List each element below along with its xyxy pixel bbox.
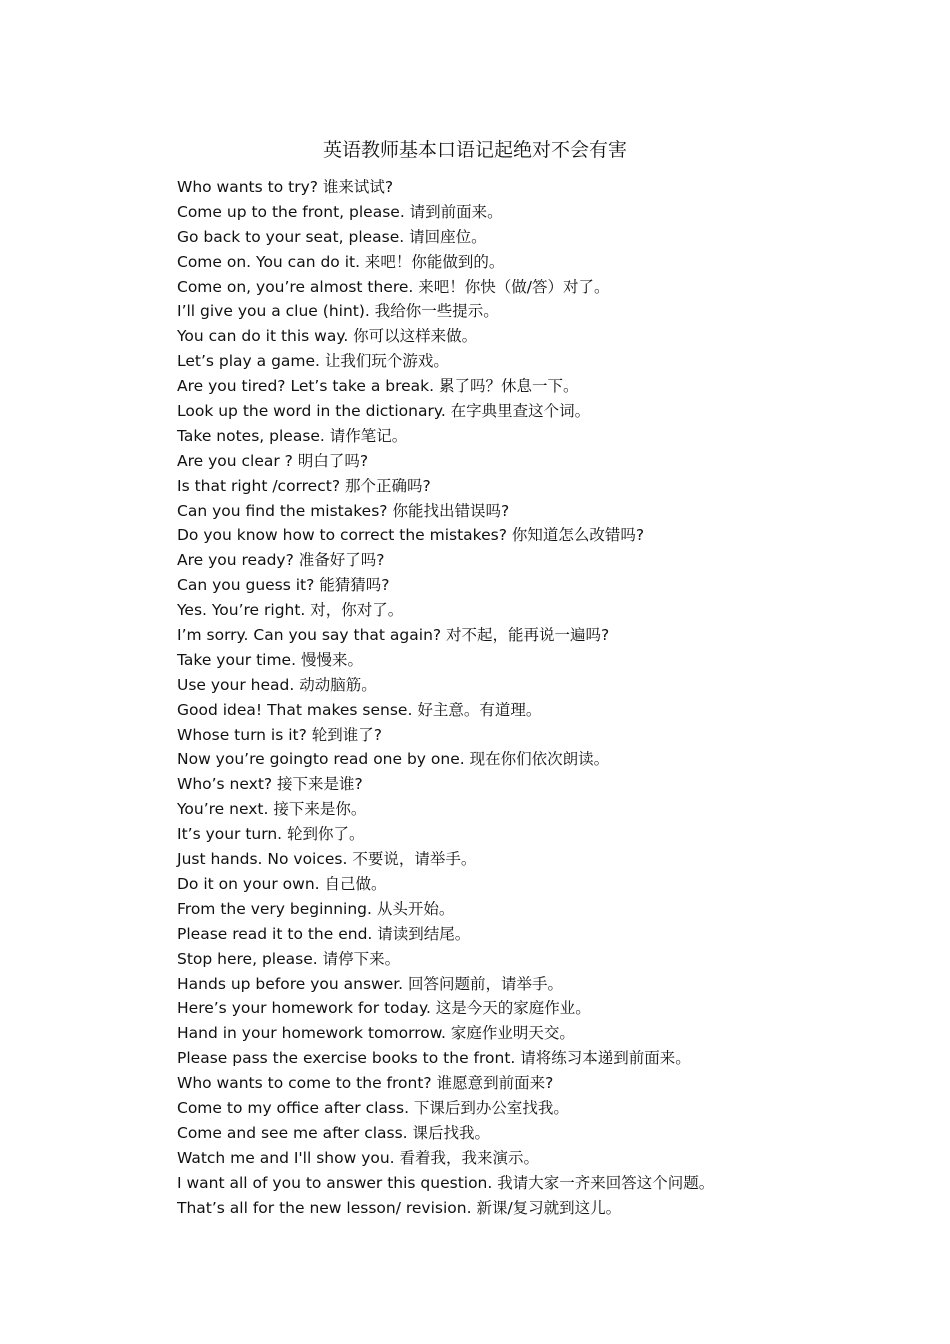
phrase-line: Do you know how to correct the mistakes? 你知道怎么改错吗? <box>177 526 645 545</box>
phrase-line: Use your head. 动动脑筋。 <box>177 675 377 694</box>
phrase-line: Come up to the front, please. 请到前面来。 <box>177 202 503 221</box>
phrase-line: Good idea! That makes sense. 好主意。有道理。 <box>177 700 542 719</box>
phrase-line: Who wants to try? 谁来试试? <box>177 178 394 196</box>
phrase-line: Now you’re goingto read one by one. 现在你们依次朗读。 <box>177 750 610 769</box>
phrase-line: Hand in your homework tomorrow. 家庭作业明天交。 <box>177 1024 575 1043</box>
phrase-line: Are you ready? 准备好了吗? <box>177 551 385 570</box>
phrase-line: Come to my office after class. 下课后到办公室找我。 <box>177 1098 569 1117</box>
phrase-line: Come on. You can do it. 来吧！你能做到的。 <box>177 252 505 271</box>
phrase-line: Can you find the mistakes? 你能找出错误吗? <box>177 501 510 520</box>
phrase-line: Can you guess it? 能猜猜吗? <box>177 576 390 595</box>
phrase-list <box>177 175 714 1220</box>
phrase-line: Let’s play a game. 让我们玩个游戏。 <box>177 352 449 371</box>
phrase-line: Who’s next? 接下来是谁? <box>177 775 363 794</box>
phrase-line: You’re next. 接下来是你。 <box>177 800 367 819</box>
document-title: 英语教师基本口语记起绝对不会有害 <box>322 139 627 161</box>
phrase-line: It’s your turn. 轮到你了。 <box>177 825 365 844</box>
phrase-line: Who wants to come to the front? 谁愿意到前面来? <box>177 1074 554 1093</box>
phrase-line: Do it on your own. 自己做。 <box>177 874 387 893</box>
phrase-line: You can do it this way. 你可以这样来做。 <box>177 327 478 346</box>
phrase-line: Hands up before you answer. 回答问题前，请举手。 <box>177 974 564 993</box>
phrase-line: Is that right /correct? 那个正确吗? <box>177 476 431 495</box>
phrase-line: Take notes, please. 请作笔记。 <box>177 426 408 445</box>
phrase-line: Watch me and I'll show you. 看着我，我来演示。 <box>177 1148 540 1167</box>
phrase-line: Just hands. No voices. 不要说，请举手。 <box>177 850 477 869</box>
phrase-line: Yes. You’re right. 对，你对了。 <box>177 601 404 620</box>
phrase-line: Please pass the exercise books to the front. 请将练习本递到前面来。 <box>177 1049 691 1068</box>
phrase-line: From the very beginning. 从头开始。 <box>177 899 455 918</box>
phrase-line: Take your time. 慢慢来。 <box>177 650 363 669</box>
phrase-line: Come on, you’re almost there. 来吧！你快（做/答）对了。 <box>177 277 610 296</box>
phrase-line: That’s all for the new lesson/ revision. 新课/复习就到这儿。 <box>177 1198 622 1217</box>
phrase-line: I want all of you to answer this question. 我请大家一齐来回答这个问题。 <box>177 1173 715 1192</box>
phrase-line: Are you tired? Let’s take a break. 累了吗？休息一下。 <box>177 377 579 396</box>
phrase-line: Go back to your seat, please. 请回座位。 <box>177 227 487 246</box>
phrase-line: Whose turn is it? 轮到谁了? <box>177 725 382 744</box>
phrase-line: Are you clear ? 明白了吗? <box>177 451 369 470</box>
phrase-line: Look up the word in the dictionary. 在字典里查这个词。 <box>177 402 591 421</box>
phrase-line: Here’s your homework for today. 这是今天的家庭作业。 <box>177 999 591 1018</box>
phrase-line: Please read it to the end. 请读到结尾。 <box>177 924 471 943</box>
phrase-line: I’ll give you a clue (hint). 我给你一些提示。 <box>177 302 499 321</box>
phrase-line: Come and see me after class. 课后找我。 <box>177 1123 491 1142</box>
phrase-line: Stop here, please. 请停下来。 <box>177 949 401 968</box>
phrase-line: I’m sorry. Can you say that again? 对不起，能再说一遍吗? <box>177 626 610 645</box>
